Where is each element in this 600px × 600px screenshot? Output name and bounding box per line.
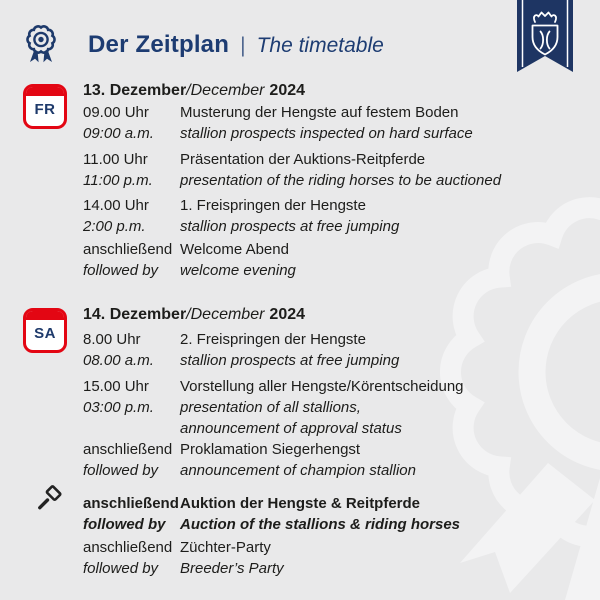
time-german: anschließend [83, 241, 173, 258]
time-english: 03:00 p.m. [83, 399, 154, 416]
page-title [88, 31, 384, 59]
time-english: followed by [83, 262, 159, 279]
time-english: followed by [83, 516, 166, 533]
event-german: Züchter-Party [180, 539, 271, 556]
event-english: stallion prospects at free jumping [180, 352, 400, 369]
time-english: followed by [83, 462, 159, 479]
event-german: Welcome Abend [180, 241, 289, 258]
event-cell [180, 239, 595, 281]
rosette-medal-icon [21, 23, 61, 67]
time-german: 11.00 Uhr [83, 151, 148, 168]
date-year: 2024 [269, 82, 306, 99]
event-english: announcement of champion stallion [180, 462, 416, 479]
event-german: 1. Freispringen der Hengste [180, 197, 366, 214]
schedule-row [83, 102, 595, 144]
schedule-row [83, 149, 595, 191]
schedule-row-auction-highlight [83, 493, 595, 535]
date-english: /December [186, 82, 265, 99]
event-english: welcome evening [180, 262, 296, 279]
event-english: presentation of the riding horses to be auctioned [180, 172, 502, 189]
time-cell [83, 493, 180, 535]
holsteiner-shield-banner-icon [515, 0, 575, 78]
time-english: 11:00 p.m. [83, 172, 153, 189]
event-cell [180, 195, 595, 237]
gavel-icon [35, 485, 65, 515]
event-cell [180, 493, 595, 535]
date-german: 13. Dezember [83, 82, 187, 99]
time-german: 09.00 Uhr [83, 104, 149, 121]
event-english: presentation of all stallions, [180, 399, 361, 416]
time-cell [83, 239, 180, 281]
time-cell [83, 537, 180, 579]
title-separator: | [240, 34, 246, 57]
event-german: Proklamation Siegerhengst [180, 441, 361, 458]
time-german: 8.00 Uhr [83, 331, 141, 348]
event-english: stallion prospects inspected on hard surface [180, 125, 473, 142]
event-english: stallion prospects at free jumping [180, 218, 400, 235]
calendar-top-bar [26, 87, 64, 96]
time-english: 09:00 a.m. [83, 125, 154, 142]
time-german: anschließend [83, 441, 173, 458]
schedule-row [83, 537, 595, 579]
calendar-day-label: FR [34, 101, 56, 118]
time-cell [83, 149, 180, 191]
section-date-heading [83, 304, 595, 325]
event-cell [180, 537, 595, 579]
date-german: 14. Dezember [83, 306, 187, 323]
date-year: 2024 [269, 306, 306, 323]
time-cell [83, 195, 180, 237]
time-german: anschließend [83, 539, 173, 556]
schedule-section-friday [83, 80, 595, 281]
schedule-section-saturday [83, 304, 595, 579]
schedule-row [83, 439, 595, 481]
event-german: 2. Freispringen der Hengste [180, 331, 366, 348]
time-cell [83, 329, 180, 371]
event-german: Musterung der Hengste auf festem Boden [180, 104, 459, 121]
calendar-top-bar [26, 311, 64, 320]
event-cell [180, 329, 595, 371]
event-german: Präsentation der Auktions-Reitpferde [180, 151, 426, 168]
schedule-row [83, 376, 595, 439]
event-german: Vorstellung aller Hengste/Körentscheidung [180, 378, 464, 395]
time-english: followed by [83, 560, 159, 577]
time-cell [83, 439, 180, 481]
time-german: 14.00 Uhr [83, 197, 149, 214]
event-cell [180, 439, 595, 481]
event-cell [180, 149, 595, 191]
event-english: Auction of the stallions & riding horses [180, 516, 461, 533]
event-german: Auktion der Hengste & Reitpferde [180, 495, 421, 512]
calendar-icon-saturday [23, 308, 67, 353]
title-english: The timetable [256, 34, 384, 57]
event-english-line2: announcement of approval status [180, 420, 402, 437]
title-german: Der Zeitplan [88, 31, 230, 58]
schedule-row [83, 329, 595, 371]
time-german: anschließend [83, 495, 179, 512]
time-cell [83, 102, 180, 144]
schedule-row [83, 239, 595, 281]
section-date-heading [83, 80, 595, 101]
date-english: /December [186, 306, 265, 323]
time-english: 2:00 p.m. [83, 218, 146, 235]
calendar-icon-friday [23, 84, 67, 129]
time-english: 08.00 a.m. [83, 352, 154, 369]
calendar-day-label: SA [34, 325, 56, 342]
time-german: 15.00 Uhr [83, 378, 149, 395]
schedule-row [83, 195, 595, 237]
event-cell [180, 102, 595, 144]
event-cell [180, 376, 595, 439]
time-cell [83, 376, 180, 439]
event-english: Breeder’s Party [180, 560, 284, 577]
